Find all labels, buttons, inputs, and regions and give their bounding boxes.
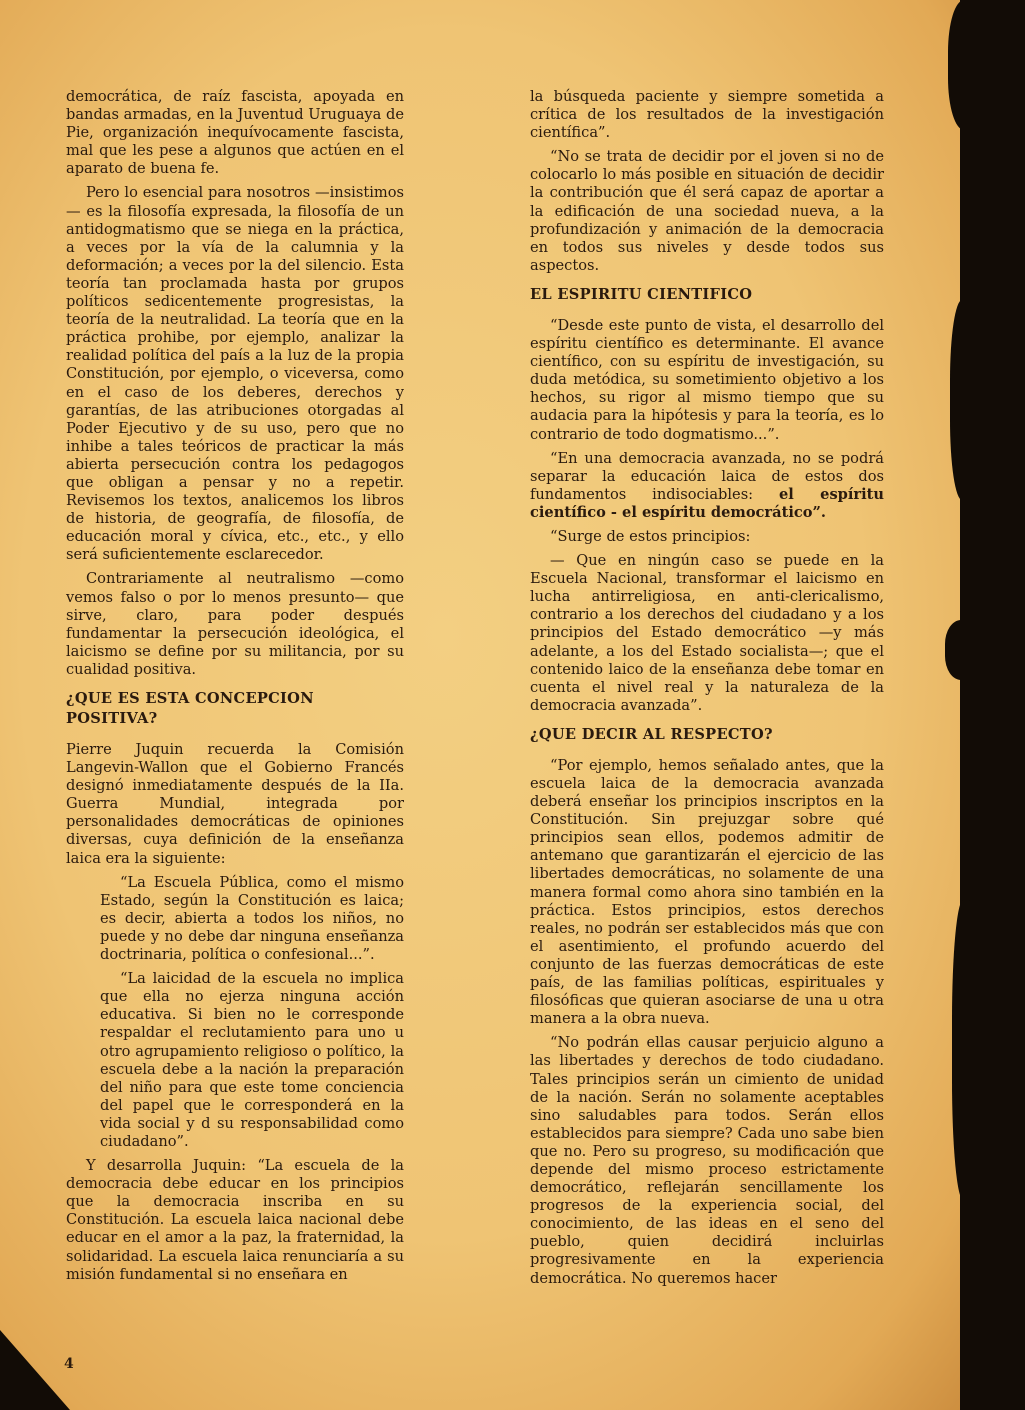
left-heading-concepcion: ¿QUE ES ESTA CONCEPCION POSITIVA? bbox=[66, 690, 314, 727]
right-paragraph-4-bold: el espíritu científico - el espíritu democrático”. bbox=[530, 485, 885, 521]
left-quote-2: “La laicidad de la escuela no implica que ella no ejerza ninguna acción educativa. Si bien no le corresponde respaldar el reclutamiento para uno u otro agrupamiento religioso o político, la escuela debe a la nación la preparación del niño para que este tome conciencia del papel que le corresponderá en la vida social y d su responsabilidad como ciudadano”. bbox=[100, 970, 404, 1150]
left-paragraph-3: Contrariamente al neutralismo —como vemos falso o por lo menos presunto— que sirve, claro, para poder después fundamentar la persecución ideológica, el laicismo se define por su militancia, por su cualidad positiva. bbox=[66, 570, 404, 678]
right-heading-espiritu: EL ESPIRITU CIENTIFICO bbox=[530, 285, 753, 303]
left-paragraph-4: Pierre Juquin recuerda la Comisión Langevin-Wallon que el Gobierno Francés designó inmediatamente después de la IIa. Guerra Mundial, integrada por personalidades democráticas de opiniones diversas, cuya definición de la enseñanza laica era la siguiente: bbox=[66, 741, 404, 867]
left-paragraph-5: Y desarrolla Juquin: “La escuela de la democracia debe educar en los principios que la democracia inscriba en su Constitución. La escuela laica nacional debe educar en el amor a la paz, la fraternidad, la solidaridad. La escuela laica renunciaría a su misión fundamental si no enseñara en bbox=[66, 1157, 404, 1283]
right-paragraph-2: “No se trata de decidir por el joven si no de colocarlo lo más posible en situación de decidir la contribución que él será capaz de aportar a la edificación de una sociedad nueva, a la profundización y animación de la democracia en todos sus niveles y desde todos sus aspectos. bbox=[530, 148, 884, 274]
right-paragraph-1: la búsqueda paciente y siempre sometida a crítica de los resultados de la investigación científica”. bbox=[530, 88, 884, 142]
right-paragraph-7: “Por ejemplo, hemos señalado antes, que la escuela laica de la democracia avanzada deberá enseñar los principios inscriptos en la Constitución. Sin prejuzgar sobre qué principios sean ellos, podemos admitir de antemano que garantizarán el ejercicio de las libertades democráticas, no solamente de una manera formal como ahora sino también en la práctica. Estos principios, estos derechos reales, no podrán ser establecidos más que con el asentimiento, el profundo acuerdo del conjunto de las fuerzas democráticas de este país, de las familias políticas, espirituales y filosóficas que quieran asociarse de una u otra manera a la obra nueva. bbox=[530, 756, 884, 1028]
edge-tear-1 bbox=[948, 0, 988, 130]
right-paragraph-5: “Surge de estos principios: bbox=[550, 527, 751, 545]
edge-tear-4 bbox=[952, 900, 980, 1200]
left-quote-block bbox=[66, 874, 404, 1151]
right-paragraph-6: — Que en ningún caso se puede en la Escuela Nacional, transformar el laicismo en lucha antirreligiosa, en anti-clericalismo, contrario a los derechos del ciudadano y a los principios del Estado democrático —y más adelante, a los del Estado socialista—; que el contenido laico de la enseñanza debe tomar en cuenta el nivel real y la naturaleza de la democracia avanzada”. bbox=[530, 552, 884, 714]
left-paragraph-1: democrática, de raíz fascista, apoyada en bandas armadas, en la Juventud Uruguaya de Pie, organización inequívocamente fascista, mal que les pese a algunos que actúen en el aparato de buena fe. bbox=[66, 88, 404, 178]
right-paragraph-3: “Desde este punto de vista, el desarrollo del espíritu científico es determinante. El avance científico, con su espíritu de investigación, su duda metódica, su sometimiento objetivo a los hechos, su rigor al mismo tiempo que su audacia para la hipótesis y para la teoría, es lo contrario de todo dogmatismo...”. bbox=[530, 316, 884, 443]
right-paragraph-4-text: “En una democracia avanzada, no se podrá separar la educación laica de estos dos fundamentos indisociables: bbox=[530, 449, 884, 503]
right-paragraph-8: “No podrán ellas causar perjuicio alguno a las libertades y derechos de todo ciudadano. Tales principios serán un cimiento de unidad de la nación. Serán no solamente aceptables sino saludables para todos. Serán ellos establecidos para siempre? Cada uno sabe bien que no. Pero su progreso, su modificación que depende del mismo proceso estrictamente democrático, reflejarán sencillamente los progresos de la experiencia social, del conocimiento, de las ideas en el seno del pueblo, quien decidirá incluirlas progresivamente en la experiencia democrática. No queremos hacer bbox=[530, 1034, 884, 1287]
right-paragraph-4 bbox=[530, 450, 884, 522]
page-number: 4 bbox=[64, 1356, 74, 1372]
left-column bbox=[66, 88, 404, 1290]
torn-corner bbox=[0, 1330, 70, 1410]
right-column bbox=[530, 88, 884, 1294]
right-heading-respecto: ¿QUE DECIR AL RESPECTO? bbox=[530, 725, 773, 743]
edge-tear-3 bbox=[945, 620, 985, 680]
left-paragraph-2: Pero lo esencial para nosotros —insistimos— es la filosofía expresada, la filosofía de un antidogmatismo que se niega en la práctica, a veces por la vía de la calumnia y la deformación; a veces por la del silencio. Esta teoría tan proclamada hasta por grupos políticos sedicentemente progresistas, la teoría de la neutralidad. La teoría que en la práctica prohibe, por ejemplo, analizar la realidad política del país a la luz de la propia Constitución, por ejemplo, o viceversa, como en el caso de los deberes, derechos y garantías, de las atribuciones otorgadas al Poder Ejecutivo y de su uso, pero que no inhibe a tales teóricos de practicar la más abierta persecución contra los pedagogos que obligan a pensar y no a repetir. Revisemos los textos, analicemos los libros de historia, de geografía, de filosofía, de educación moral y cívica, etc., etc., y ello será suficientemente esclarecedor. bbox=[66, 184, 404, 564]
left-quote-1: “La Escuela Pública, como el mismo Estado, según la Constitución es laica; es decir, abierta a todos los niños, no puede y no debe dar ninguna enseñanza doctrinaria, política o confesional...”. bbox=[100, 873, 404, 964]
edge-tear-2 bbox=[950, 300, 980, 500]
